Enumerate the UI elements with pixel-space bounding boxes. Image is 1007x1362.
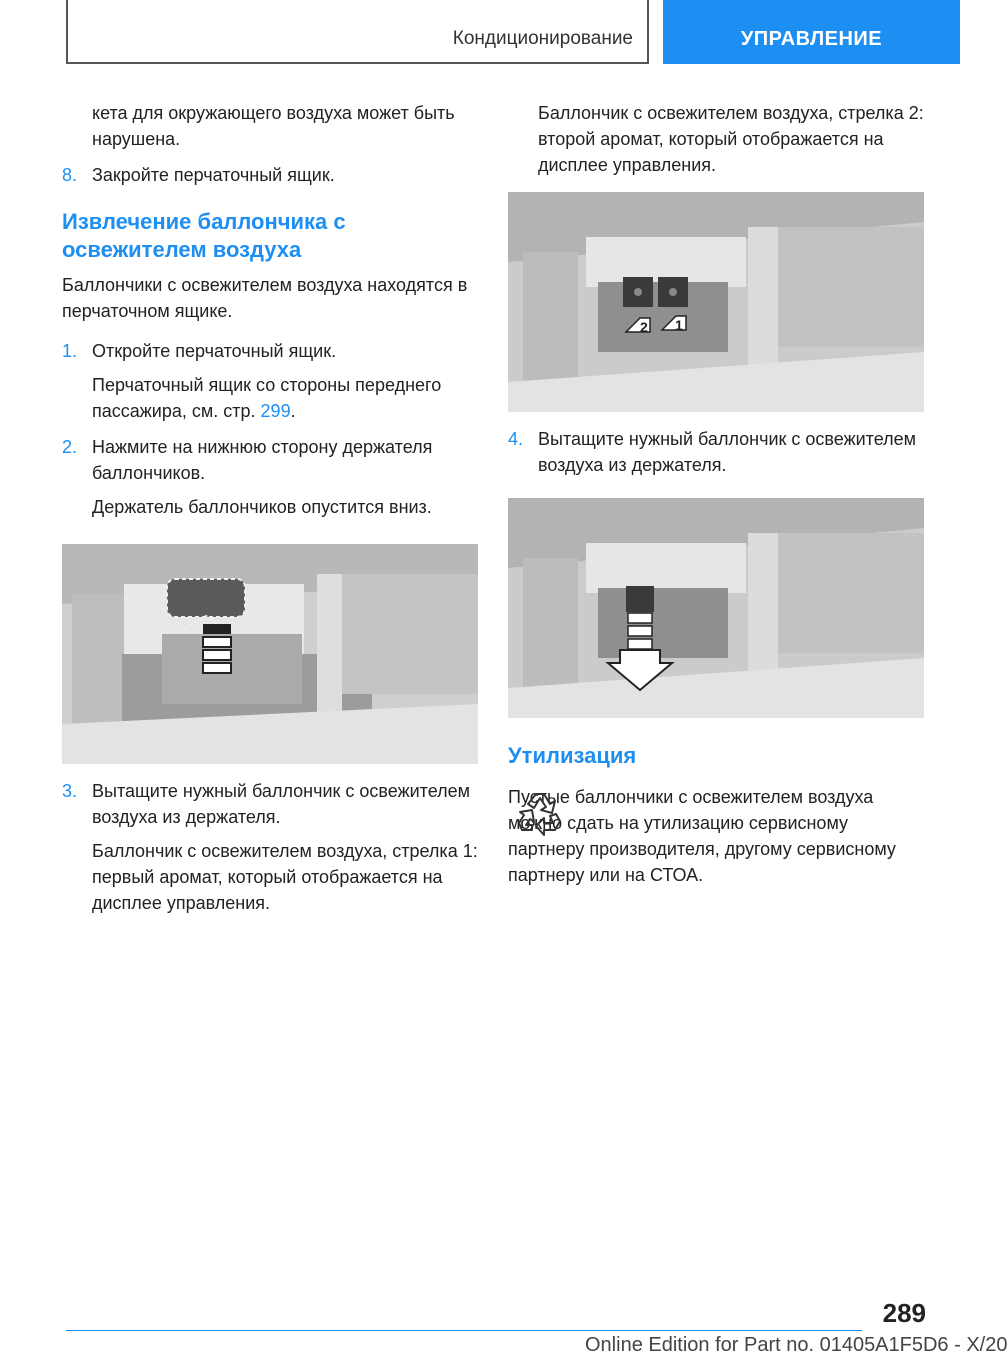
disposal-block xyxy=(508,784,924,888)
step-text: Откройте перчаточный ящик. xyxy=(92,341,337,361)
step-text: Закройте перчаточный ящик. xyxy=(92,165,335,185)
right-column xyxy=(508,100,924,888)
arrow-label-2: 2 xyxy=(640,319,648,335)
step-text: Вытащите нужный баллончик с освежителем воздуха из держателя. xyxy=(92,781,471,827)
page-reference-link[interactable]: 299 xyxy=(260,401,291,421)
page-number: 289 xyxy=(882,1298,926,1328)
figure-pull-cartridge xyxy=(508,498,924,718)
figure-cartridges-numbered xyxy=(508,192,924,412)
header-chapter-tab[interactable]: УПРАВЛЕНИЕ xyxy=(663,0,960,64)
continued-text: кета для окружающего воздуха может быть нарушена. xyxy=(92,103,455,149)
recycle-icon xyxy=(512,786,568,842)
continued-text: Баллончик с освежителем воздуха, стрелка 2: второй аромат, который отображается на дисплее управления. xyxy=(538,103,924,175)
arrow-label-1: 1 xyxy=(675,317,683,333)
step-1 xyxy=(62,338,478,364)
header-section-title: Кондиционирование xyxy=(452,28,633,49)
step-2 xyxy=(62,434,478,486)
step-number: 4. xyxy=(508,429,524,449)
step-text: Нажмите на нижнюю сторону держателя баллончиков. xyxy=(92,437,433,483)
step-3 xyxy=(62,778,478,830)
section-heading-removal: Извлечение баллончика с освежителем воздуха xyxy=(62,209,346,262)
step-4 xyxy=(508,426,924,478)
intro-paragraph: Баллончики с освежителем воздуха находятся в перчаточном ящике. xyxy=(62,275,468,321)
step-number: 8. xyxy=(62,165,78,185)
step-text: Вытащите нужный баллончик с освежителем воздуха из держателя. xyxy=(538,429,917,475)
figure-press-holder xyxy=(62,544,478,764)
disposal-paragraph: Пустые баллончики с освежителем воздуха можно сдать на утилизацию сервисному партнеру производителя, другому сервисному партнеру или на СТОА. xyxy=(508,787,896,885)
section-heading-disposal: Утилизация xyxy=(508,743,637,768)
step-1-note: Перчаточный ящик со стороны переднего пассажира, см. стр. 299. xyxy=(92,375,442,421)
left-column xyxy=(62,100,478,916)
edition-text: Online Edition for Part no. 01405A1F5D6 - X/20 xyxy=(585,1334,1007,1356)
step-number: 1. xyxy=(62,341,78,361)
step-2-note: Держатель баллончиков опустится вниз. xyxy=(92,497,432,517)
header-section-box xyxy=(66,0,649,64)
step-number: 3. xyxy=(62,781,78,801)
step-3-note: Баллончик с освежителем воздуха, стрелка 1: первый аромат, который отображается на дисплее управления. xyxy=(92,841,478,913)
step-8 xyxy=(62,162,478,188)
step-number: 2. xyxy=(62,437,78,457)
footer-divider xyxy=(66,1330,862,1331)
